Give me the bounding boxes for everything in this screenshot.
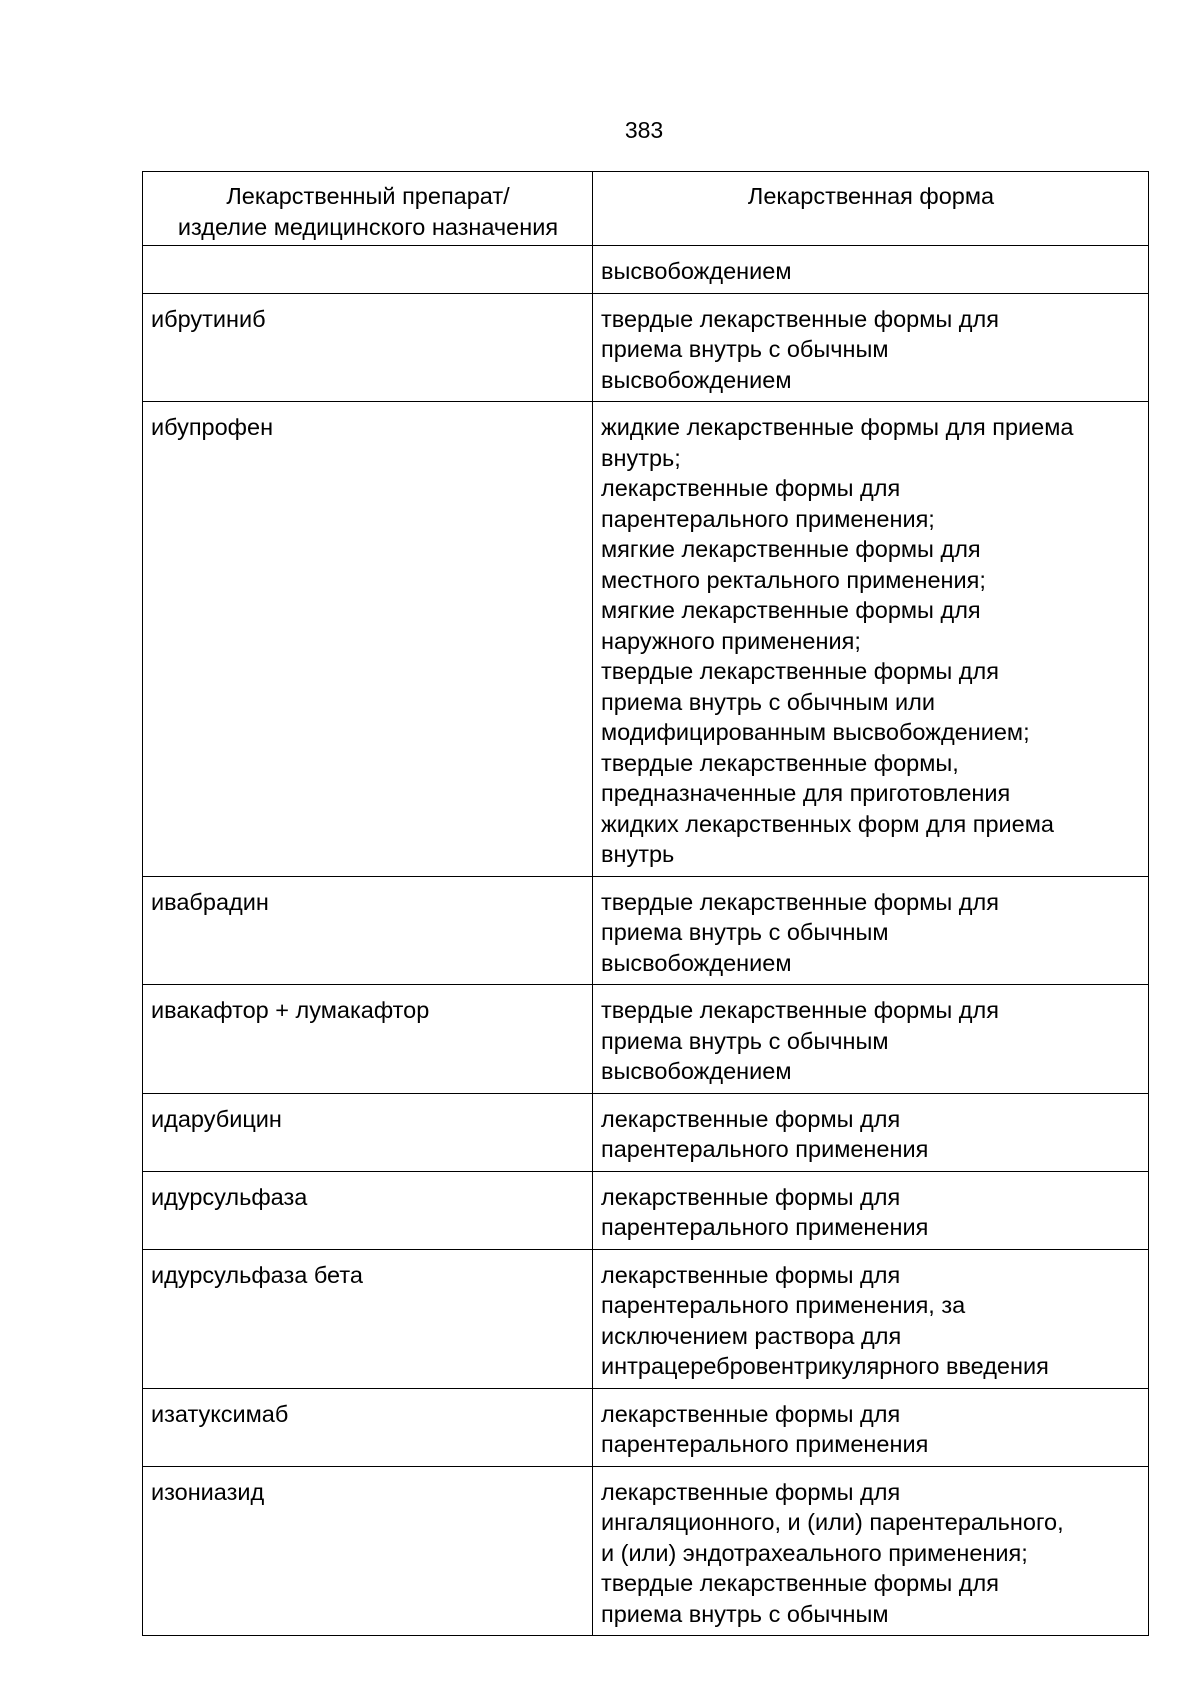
dosage-form-line: исключением раствора для bbox=[601, 1322, 902, 1349]
drug-name-cell: ибрутиниб bbox=[143, 293, 593, 402]
dosage-form-line: высвобождением bbox=[601, 1058, 792, 1084]
table-row bbox=[143, 1466, 1149, 1636]
table-row bbox=[143, 293, 1149, 402]
header-form-line: Лекарственная форма bbox=[747, 183, 995, 209]
header-form bbox=[593, 172, 1149, 246]
header-drug-line: Лекарственный препарат/ bbox=[226, 183, 510, 209]
dosage-form-cell bbox=[593, 293, 1149, 402]
dosage-form-line: приема внутрь с обычным или bbox=[601, 688, 936, 715]
dosage-form-line: приема внутрь с обычным bbox=[601, 919, 889, 945]
table-row bbox=[143, 1249, 1149, 1388]
drug-name-cell: идурсульфаза bbox=[143, 1171, 593, 1249]
dosage-form-line: высвобождением bbox=[601, 258, 792, 284]
drug-name-cell: изатуксимаб bbox=[143, 1388, 593, 1466]
dosage-form-line: интрацеребровентрикулярного введения bbox=[601, 1353, 1049, 1379]
drug-name-cell: идарубицин bbox=[143, 1093, 593, 1171]
dosage-form-cell bbox=[593, 1466, 1149, 1636]
table-body bbox=[143, 246, 1149, 1636]
dosage-form-cell bbox=[593, 876, 1149, 985]
drug-name-cell: изониазид bbox=[143, 1466, 593, 1636]
table-row bbox=[143, 1093, 1149, 1171]
table-row bbox=[143, 246, 1149, 294]
header-drug bbox=[143, 172, 593, 246]
drug-name-cell: ивакафтор + лумакафтор bbox=[143, 985, 593, 1094]
dosage-form-line: лекарственные формы для bbox=[601, 1183, 901, 1210]
dosage-form-line: твердые лекарственные формы для bbox=[601, 888, 999, 915]
dosage-form-line: жидких лекарственных форм для приема bbox=[601, 810, 1054, 837]
dosage-form-line: лекарственные формы для bbox=[601, 1105, 901, 1132]
dosage-form-cell bbox=[593, 402, 1149, 877]
table-row bbox=[143, 985, 1149, 1094]
dosage-form-line: парентерального применения; bbox=[601, 505, 935, 532]
table-row bbox=[143, 1388, 1149, 1466]
dosage-form-line: мягкие лекарственные формы для bbox=[601, 597, 981, 623]
drug-name-cell: идурсульфаза бета bbox=[143, 1249, 593, 1388]
dosage-form-cell bbox=[593, 1171, 1149, 1249]
drug-name-cell: ивабрадин bbox=[143, 876, 593, 985]
table-row bbox=[143, 876, 1149, 985]
dosage-form-cell bbox=[593, 1093, 1149, 1171]
dosage-form-line: парентерального применения bbox=[601, 1431, 929, 1457]
dosage-form-line: приема внутрь с обычным bbox=[601, 336, 889, 362]
dosage-form-line: высвобождением bbox=[601, 949, 792, 976]
dosage-form-line: лекарственные формы для bbox=[601, 1400, 901, 1427]
dosage-form-cell bbox=[593, 1249, 1149, 1388]
dosage-form-cell bbox=[593, 1388, 1149, 1466]
header-drug-line: изделие медицинского назначения bbox=[177, 213, 559, 240]
table-row bbox=[143, 402, 1149, 877]
dosage-form-line: парентерального применения bbox=[601, 1214, 929, 1240]
drug-form-table bbox=[142, 171, 1149, 1636]
dosage-form-line: парентерального применения, за bbox=[601, 1292, 966, 1318]
drug-name-cell bbox=[143, 246, 593, 294]
dosage-form-line: мягкие лекарственные формы для bbox=[601, 536, 981, 562]
dosage-form-line: твердые лекарственные формы, bbox=[601, 749, 959, 776]
dosage-form-line: лекарственные формы для bbox=[601, 1478, 901, 1505]
dosage-form-line: внутрь bbox=[601, 841, 675, 867]
dosage-form-line: парентерального применения bbox=[601, 1136, 929, 1162]
drug-name-cell: ибупрофен bbox=[143, 402, 593, 877]
dosage-form-line: приема внутрь с обычным bbox=[601, 1600, 889, 1627]
dosage-form-line: жидкие лекарственные формы для приема bbox=[601, 414, 1074, 440]
dosage-form-line: местного ректального применения; bbox=[601, 566, 986, 593]
dosage-form-line: твердые лекарственные формы для bbox=[601, 997, 999, 1023]
dosage-form-line: лекарственные формы для bbox=[601, 1261, 901, 1288]
dosage-form-line: и (или) эндотрахеального применения; bbox=[601, 1539, 1028, 1566]
page-number: 383 bbox=[624, 117, 664, 143]
dosage-form-line: лекарственные формы для bbox=[601, 475, 901, 501]
dosage-form-line: ингаляционного, и (или) парентерального, bbox=[601, 1509, 1064, 1535]
dosage-form-line: твердые лекарственные формы для bbox=[601, 658, 999, 684]
dosage-form-line: модифицированным высвобождением; bbox=[601, 719, 1030, 745]
table-row bbox=[143, 1171, 1149, 1249]
dosage-form-line: внутрь; bbox=[601, 444, 681, 471]
table-header bbox=[143, 172, 1149, 246]
header-row bbox=[143, 172, 1149, 246]
dosage-form-line: приема внутрь с обычным bbox=[601, 1027, 889, 1054]
dosage-form-line: высвобождением bbox=[601, 366, 792, 393]
dosage-form-line: твердые лекарственные формы для bbox=[601, 305, 999, 332]
dosage-form-line: твердые лекарственные формы для bbox=[601, 1570, 999, 1596]
dosage-form-line: предназначенные для приготовления bbox=[601, 780, 1011, 806]
dosage-form-cell bbox=[593, 246, 1149, 294]
dosage-form-cell bbox=[593, 985, 1149, 1094]
dosage-form-line: наружного применения; bbox=[601, 627, 861, 654]
